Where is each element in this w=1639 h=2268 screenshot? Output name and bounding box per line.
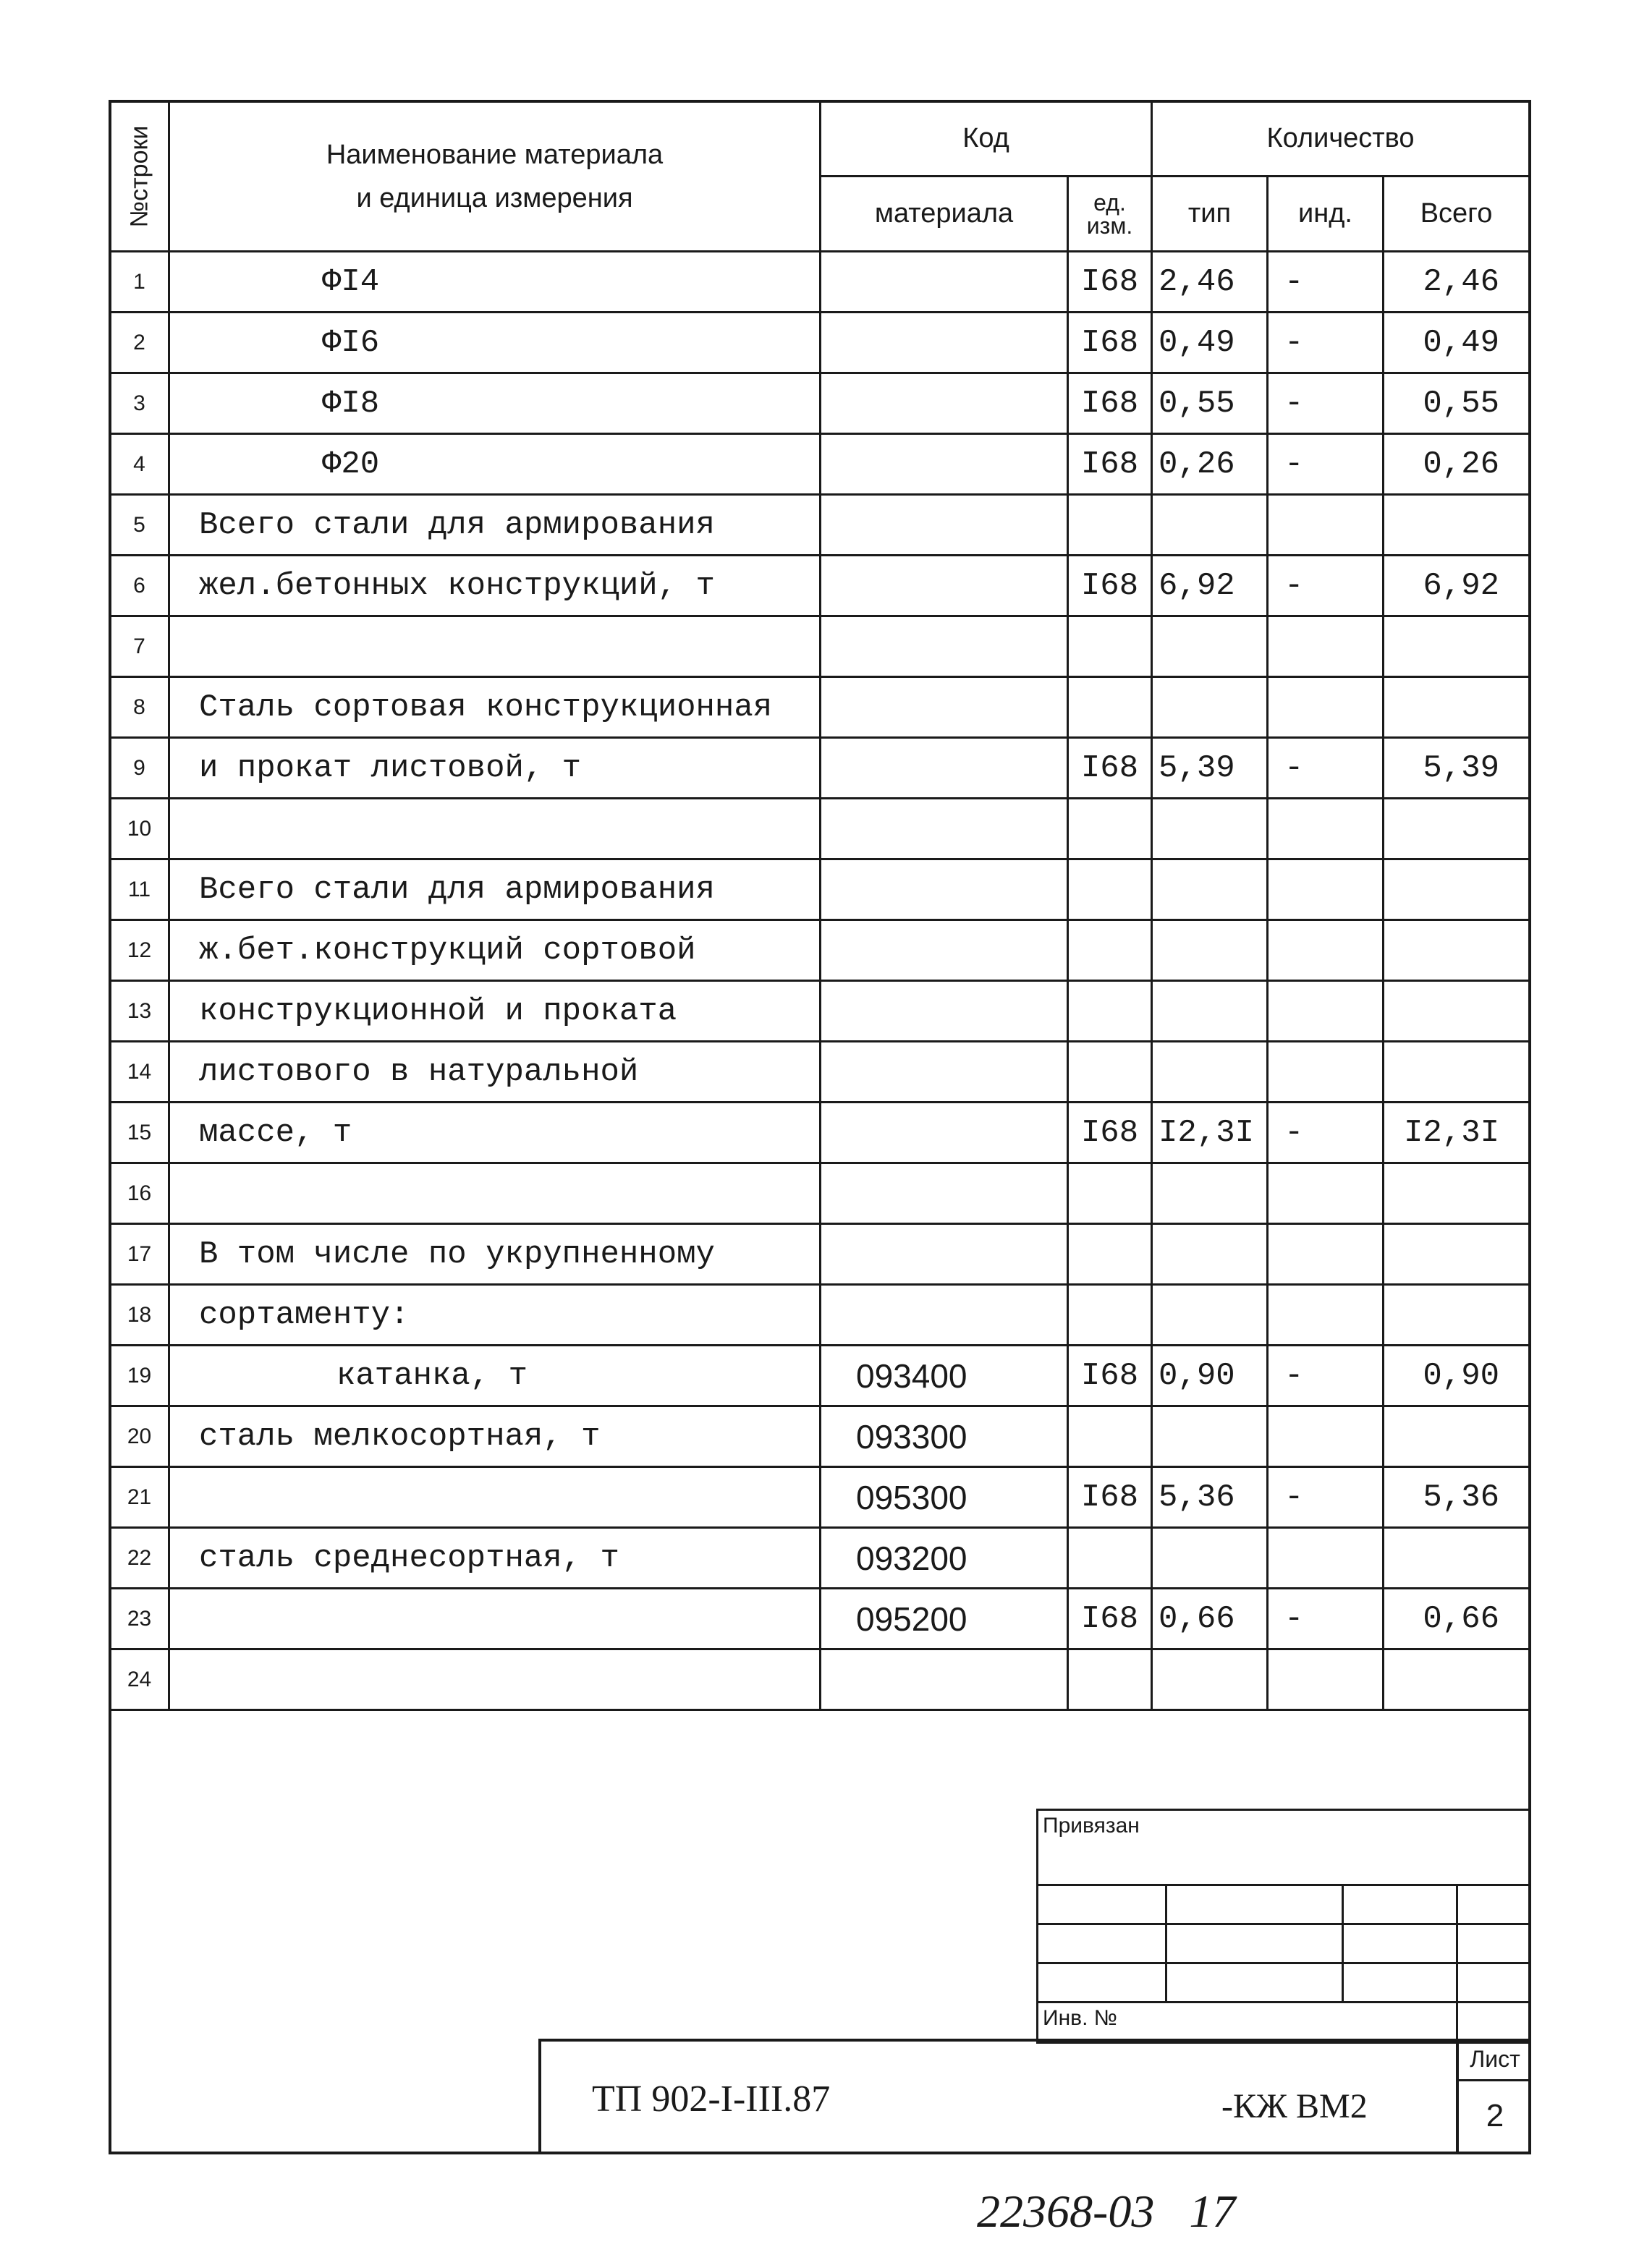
unit-code [1068,1042,1152,1103]
quantity-type [1152,1285,1268,1346]
unit-code [1068,1163,1152,1224]
table-row [110,373,1530,434]
quantity-total [1384,920,1530,981]
material-name: ФI6 [169,313,821,373]
sheet-number: 2 [1486,2098,1504,2133]
row-number: 9 [110,738,169,799]
unit-code [1068,616,1152,677]
quantity-total [1384,1224,1530,1285]
table-row [110,799,1530,859]
row-number: 19 [110,1346,169,1406]
quantity-ind [1268,1224,1384,1285]
quantity-ind: - [1268,738,1384,799]
table-row [110,677,1530,738]
row-number: 22 [110,1528,169,1589]
materials-table [109,100,1530,1711]
quantity-type: 0,26 [1152,434,1268,495]
quantity-type [1152,1163,1268,1224]
material-name: ФI4 [169,252,821,313]
table-row [110,434,1530,495]
material-name: ж.бет.конструкций сортовой [169,920,821,981]
table-row [110,1589,1530,1649]
table-row [110,1103,1530,1163]
unit-code [1068,920,1152,981]
material-name: сталь мелкосортная, т [169,1406,821,1467]
header-total: Всего [1384,177,1530,252]
table-row [110,1163,1530,1224]
table-row [110,556,1530,616]
table-row [110,616,1530,677]
material-code [821,373,1068,434]
material-name: Всего стали для армирования [169,859,821,920]
material-code [821,1224,1068,1285]
unit-code [1068,1224,1152,1285]
unit-code: I68 [1068,313,1152,373]
quantity-total [1384,981,1530,1042]
quantity-ind [1268,1406,1384,1467]
quantity-ind [1268,920,1384,981]
header-code: Код [821,101,1152,177]
quantity-type [1152,920,1268,981]
inventory-number-label: Инв. № [1038,2002,1457,2043]
row-number: 8 [110,677,169,738]
material-code [821,920,1068,981]
table-row [110,252,1530,313]
quantity-ind: - [1268,556,1384,616]
row-number: 21 [110,1467,169,1528]
table-row [110,1346,1530,1406]
unit-code [1068,1649,1152,1710]
sheet-box [1456,2039,1531,2154]
row-number: 3 [110,373,169,434]
quantity-ind [1268,859,1384,920]
quantity-total [1384,859,1530,920]
quantity-ind [1268,1163,1384,1224]
table-row [110,1406,1530,1467]
unit-code: I68 [1068,252,1152,313]
unit-code [1068,677,1152,738]
material-code [821,434,1068,495]
material-name: Всего стали для армирования [169,495,821,556]
table-row [110,313,1530,373]
quantity-type [1152,1042,1268,1103]
quantity-type [1152,799,1268,859]
header-ind: инд. [1268,177,1384,252]
quantity-ind [1268,1285,1384,1346]
quantity-total: 0,66 [1384,1589,1530,1649]
header-row-number: №строки [110,101,169,252]
row-number: 5 [110,495,169,556]
table-row [110,1224,1530,1285]
quantity-type: 0,49 [1152,313,1268,373]
sheet-label: Лист [1459,2039,1531,2081]
material-code [821,859,1068,920]
header-quantity: Количество [1152,101,1530,177]
material-code [821,799,1068,859]
material-code [821,616,1068,677]
quantity-total [1384,616,1530,677]
quantity-type [1152,616,1268,677]
material-code: 093400 [821,1346,1068,1406]
quantity-type [1152,981,1268,1042]
quantity-type: 5,36 [1152,1467,1268,1528]
unit-code [1068,1406,1152,1467]
table-row [110,738,1530,799]
quantity-ind [1268,1649,1384,1710]
quantity-type: 0,66 [1152,1589,1268,1649]
quantity-type: 0,90 [1152,1346,1268,1406]
row-number: 24 [110,1649,169,1710]
unit-code [1068,1528,1152,1589]
unit-code: I68 [1068,1467,1152,1528]
quantity-total [1384,495,1530,556]
unit-code: I68 [1068,556,1152,616]
quantity-total [1384,1163,1530,1224]
material-code [821,556,1068,616]
unit-code: I68 [1068,434,1152,495]
unit-code: I68 [1068,1346,1152,1406]
material-code: 095200 [821,1589,1068,1649]
quantity-total: I2,3I [1384,1103,1530,1163]
quantity-total: 5,36 [1384,1467,1530,1528]
material-code [821,252,1068,313]
unit-code [1068,1285,1152,1346]
row-number: 1 [110,252,169,313]
material-name: листового в натуральной [169,1042,821,1103]
row-number: 14 [110,1042,169,1103]
quantity-type [1152,495,1268,556]
quantity-type: 6,92 [1152,556,1268,616]
quantity-ind: - [1268,434,1384,495]
quantity-total: 5,39 [1384,738,1530,799]
material-code [821,495,1068,556]
material-code [821,981,1068,1042]
quantity-total: 0,90 [1384,1346,1530,1406]
material-name [169,1163,821,1224]
material-code: 093200 [821,1528,1068,1589]
material-name: В том числе по укрупненному [169,1224,821,1285]
quantity-total [1384,1649,1530,1710]
material-name: ФI8 [169,373,821,434]
material-name: катанка, т [169,1346,821,1406]
quantity-type [1152,677,1268,738]
row-number: 18 [110,1285,169,1346]
row-number: 4 [110,434,169,495]
unit-code [1068,799,1152,859]
row-number: 10 [110,799,169,859]
unit-code: I68 [1068,738,1152,799]
quantity-ind: - [1268,1346,1384,1406]
table-row [110,859,1530,920]
table-row [110,981,1530,1042]
quantity-type [1152,1528,1268,1589]
row-number: 2 [110,313,169,373]
material-code [821,1649,1068,1710]
row-number: 13 [110,981,169,1042]
row-number: 20 [110,1406,169,1467]
material-name [169,616,821,677]
material-name: сталь среднесортная, т [169,1528,821,1589]
row-number: 7 [110,616,169,677]
unit-code: I68 [1068,373,1152,434]
header-material-name: Наименование материала и единица измерения [169,101,821,252]
quantity-ind: - [1268,1467,1384,1528]
material-name: Ф20 [169,434,821,495]
table-row [110,1285,1530,1346]
header-material: материала [821,177,1068,252]
quantity-total: 6,92 [1384,556,1530,616]
unit-code: I68 [1068,1589,1152,1649]
quantity-total [1384,1406,1530,1467]
quantity-total: 0,49 [1384,313,1530,373]
material-code [821,1285,1068,1346]
quantity-ind [1268,1528,1384,1589]
row-number: 16 [110,1163,169,1224]
material-code [821,738,1068,799]
material-code: 095300 [821,1467,1068,1528]
quantity-total: 0,26 [1384,434,1530,495]
material-code: 093300 [821,1406,1068,1467]
row-number: 6 [110,556,169,616]
quantity-total: 2,46 [1384,252,1530,313]
quantity-total: 0,55 [1384,373,1530,434]
unit-code [1068,859,1152,920]
quantity-type [1152,859,1268,920]
unit-code [1068,495,1152,556]
row-number: 12 [110,920,169,981]
material-name [169,1649,821,1710]
quantity-ind [1268,799,1384,859]
table-row [110,1528,1530,1589]
stamp-attached-block [1036,1809,1531,2044]
quantity-type [1152,1649,1268,1710]
footer-handwritten-number: 22368-03 17 [977,2186,1236,2237]
quantity-total [1384,799,1530,859]
quantity-ind: - [1268,313,1384,373]
quantity-ind: - [1268,1103,1384,1163]
row-number: 11 [110,859,169,920]
material-code [821,677,1068,738]
table-row [110,920,1530,981]
unit-code: I68 [1068,1103,1152,1163]
row-number: 15 [110,1103,169,1163]
quantity-total [1384,677,1530,738]
quantity-ind [1268,1042,1384,1103]
material-name: и прокат листовой, т [169,738,821,799]
row-number: 23 [110,1589,169,1649]
material-code [821,1163,1068,1224]
attached-label: Привязан [1038,1810,1530,1885]
quantity-ind: - [1268,252,1384,313]
material-name: жел.бетонных конструкций, т [169,556,821,616]
table-row [110,1649,1530,1710]
material-name [169,799,821,859]
quantity-total [1384,1042,1530,1103]
table-row [110,495,1530,556]
material-name [169,1589,821,1649]
header-type: тип [1152,177,1268,252]
quantity-type [1152,1406,1268,1467]
quantity-total [1384,1285,1530,1346]
material-name: конструкционной и проката [169,981,821,1042]
table-row [110,1042,1530,1103]
row-number: 17 [110,1224,169,1285]
material-code [821,313,1068,373]
quantity-ind [1268,981,1384,1042]
quantity-total [1384,1528,1530,1589]
material-code [821,1042,1068,1103]
material-name: массе, т [169,1103,821,1163]
quantity-ind: - [1268,373,1384,434]
document-code: ТП 902-I-III.87 [592,2078,831,2120]
header-unit: ед. изм. [1068,177,1152,252]
quantity-ind [1268,495,1384,556]
quantity-ind: - [1268,1589,1384,1649]
material-name: сортаменту: [169,1285,821,1346]
quantity-ind [1268,677,1384,738]
quantity-type: I2,3I [1152,1103,1268,1163]
quantity-type [1152,1224,1268,1285]
table-row [110,1467,1530,1528]
unit-code [1068,981,1152,1042]
material-code [821,1103,1068,1163]
material-name [169,1467,821,1528]
quantity-type: 5,39 [1152,738,1268,799]
quantity-type: 0,55 [1152,373,1268,434]
material-name: Сталь сортовая конструкционная [169,677,821,738]
quantity-type: 2,46 [1152,252,1268,313]
document-suffix: -КЖ ВМ2 [1221,2087,1368,2125]
quantity-ind [1268,616,1384,677]
